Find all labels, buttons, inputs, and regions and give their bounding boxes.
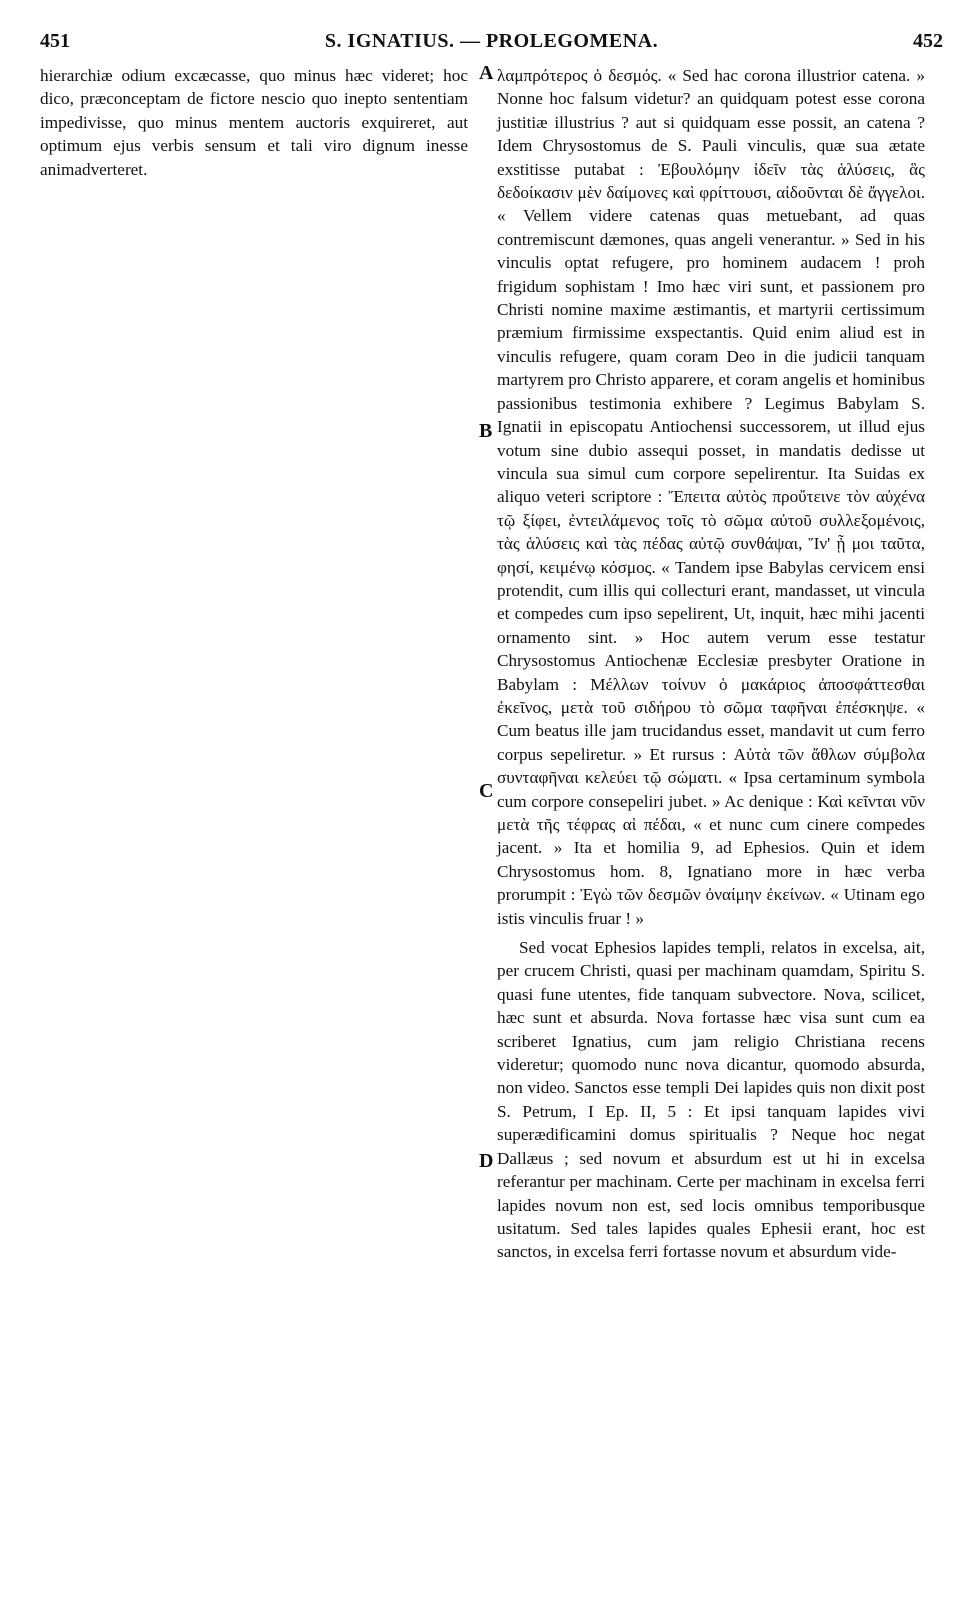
right-column	[497, 64, 925, 1264]
right-paragraph-1: λαμπρότερος ὁ δεσμός. « Sed hac corona illustrior catena. » Nonne hoc falsum videtur? an quidquam potest esse corona justitiæ illustrius ? aut si quidquam esse possit, an catena ? Idem Chrysostomus de S. Pauli vinculis, quæ sua ætate exstitisse putabat : Ἐβουλόμην ἰδεῖν τὰς ἁλύσεις, ἃς δεδοίκασιν μὲν δαίμονες καὶ φρίττουσι, αἰδοῦνται δὲ ἄγγελοι. « Vellem videre catenas quas metuebant, ad quas contremiscunt dæmones, quas angeli venerantur. » Sed in his vinculis optat refugere, pro hominem audacem ! proh frigidum sophistam ! Imo hæc viri sunt, et passionem pro Christi nomine maxime æstimantis, et martyrii certissimum præmium firmissime exspectantis. Quid enim aliud est in vinculis refugere, quam coram Deo in die judicii tanquam martyrem pro Christo apparere, et coram angelis et hominibus passionibus testimonia exhibere ? Legimus Babylam S. Ignatii in episcopatu Antiochensi successorem, ut illud ejus votum sine dubio assequi posset, in mandatis dedisse ut vincula sua simul cum corpore sepelirentur. Ita Suidas ex aliquo veteri scriptore : Ἔπειτα αὐτὸς προὔτεινε τὸν αὐχένα τῷ ξίφει, ἐντειλάμενος τοῖς τὸ σῶμα αὐτοῦ συλλεξομένοις, τὰς ἁλύσεις καὶ τὰς πέδας αὐτῷ συνθάψαι, Ἵν' ᾖ μοι ταῦτα, φησί, κειμένῳ κόσμος. « Tandem ipse Babylas cervicem ensi protendit, cum illis qui collecturi erant, mandasset, ut vincula et compedes cum ipso sepelirent, Ut, inquit, hæc mihi jacenti ornamento sint. » Hoc autem verum esse testatur Chrysostomus Antiochenæ Ecclesiæ presbyter Oratione in Babylam : Μέλλων τοίνυν ὁ μακάριος ἀποσφάττεσθαι ἐκεῖνος, μετὰ τοῦ σιδήρου τὸ σῶμα ταφῆναι ἐπέσκηψε. « Cum beatus ille jam trucidandus esset, mandavit ut cum ferro corpus sepeliretur. » Et rursus : Αὐτὰ τῶν ἄθλων σύμβολα συνταφῆναι κελεύει τῷ σώματι. « Ipsa certaminum symbola cum corpore consepeliri jubet. » Ac denique : Καὶ κεῖνται νῦν μετὰ τῆς τέφρας αἱ πέδαι, « et nunc cum cinere compedes jacent. » Ita et homilia 9, ad Ephesios. Quin et idem Chrysostomus hom. 8, Ignatiano more in hæc verba prorumpit : Ἐγὼ τῶν δεσμῶν ὀναίμην ἐκείνων. « Utinam ego istis vinculis fruar ! »	[497, 66, 925, 928]
margin-letter-a: A	[479, 62, 494, 84]
running-title: S. IGNATIUS. — PROLEGOMENA.	[324, 30, 659, 52]
page-number-left: 451	[40, 30, 70, 52]
margin-letter-b: B	[479, 420, 493, 442]
page-header	[40, 30, 943, 54]
left-paragraph-1: hierarchiæ odium excæcasse, quo minus hæc videret; hoc dico, præconceptam de fictore nescio quo inepto sententiam impedivisse, quo minus mentem auctoris exquireret, aut optimum ejus verbis sensum et tali viro dignum inesse animadverteret.	[40, 66, 468, 179]
right-paragraph-2: Sed vocat Ephesios lapides templi, relatos in excelsa, ait, per crucem Christi, quasi per machinam quamdam, Spiritu S. quasi fune utentes, fide tanquam subvectore. Nova, scilicet, hæc sunt et absurda. Nova fortasse hæc visa sunt cum ea scriberet Ignatius, cum jam religio Christiana recens videretur; quomodo nunc nova dicantur, quomodo absurda, non video. Sanctos esse templi Dei lapides quis non dixit post S. Petrum, I Ep. II, 5 : Et ipsi tanquam lapides vivi superædificamini domus spiritualis ? Neque hoc negat Dallæus ; sed novum et absurdum est ut hi in excelsa referantur per machinam. Certe per machinam in excelsa ferri lapides novum non est, sed locis omnibus temporibusque usitatum. Sed tales lapides quales Ephesii erant, hoc est sanctos, in excelsa ferri fortasse novum et absurdum vide-	[497, 938, 925, 1262]
margin-letter-d: D	[479, 1150, 494, 1172]
left-column	[40, 64, 468, 181]
margin-letter-c: C	[479, 780, 494, 802]
page-number-right: 452	[913, 30, 943, 52]
